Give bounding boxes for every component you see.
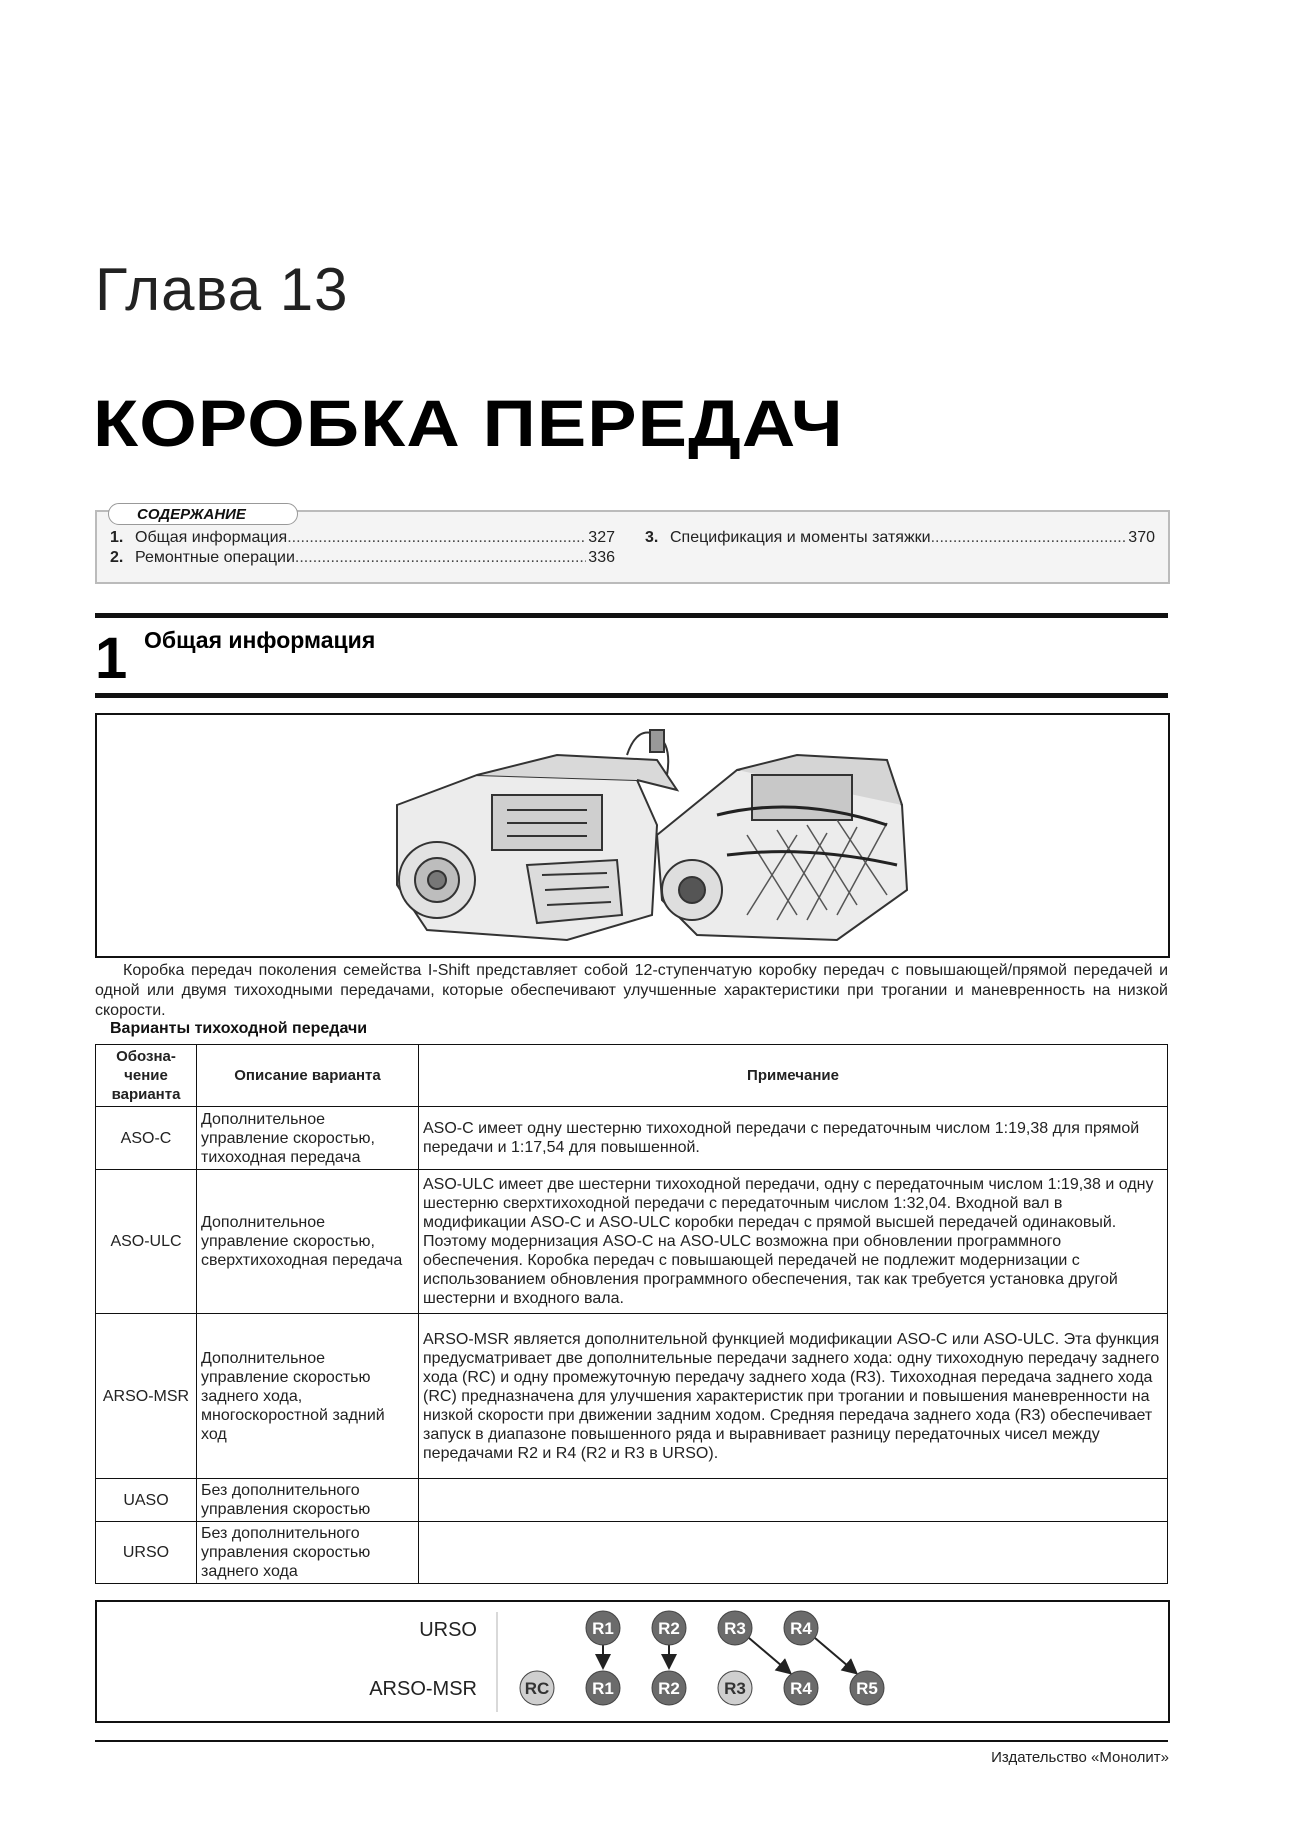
arrow-r4	[815, 1638, 855, 1672]
toc-dot-leader	[287, 529, 586, 547]
gear-label-rc: RC	[524, 1679, 550, 1698]
table-caption: Варианты тихоходной передачи	[110, 1020, 368, 1037]
variant-note: ASO-C имеет одну шестерню тихоходной передачи с передаточным числом 1:19,38 для прямой передачи и 1:17,54 для повышенной.	[419, 1107, 1168, 1170]
toc-dot-leader	[295, 549, 586, 567]
header-note: Примечание	[419, 1045, 1168, 1107]
gear-label-r2: R2	[658, 1679, 680, 1698]
header-code: Обозна-чение варианта	[96, 1045, 197, 1107]
gears-row-urso	[586, 1611, 818, 1645]
variant-code: ARSO-MSR	[96, 1314, 197, 1479]
toc-item[interactable]	[110, 549, 615, 567]
gear-label-r5: R5	[856, 1679, 878, 1698]
toc-item-label: Спецификация и моменты затяжки	[670, 529, 931, 546]
toc-dot-leader	[931, 529, 1127, 547]
gear-label-r2: R2	[658, 1619, 680, 1638]
toc-item-page: 336	[588, 549, 615, 566]
variant-note: ARSO-MSR является дополнительной функцией модификации ASO-C или ASO-ULC. Эта функция предусматривает две дополнительные передачи заднего хода: одну тихоходную передачу заднего хода (RC) и одну промежуточную передачу заднего хода (R3). Тихоходная передача заднего хода (RC) предназначена для улучшения характеристик при трогании и повышения маневренности на низкой скорости при движении задним ходом. Средняя передача заднего хода (R3) обеспечивает запуск в диапазоне повышенного ряда и выравнивает разницу передаточных чисел между передачами R2 и R4 (R2 и R3 в URSO).	[419, 1314, 1168, 1479]
gear-label-r1: R1	[592, 1619, 614, 1638]
variant-code: ASO-ULC	[96, 1170, 197, 1314]
variant-note: ASO-ULC имеет две шестерни тихоходной передачи, одну с передаточным числом 1:19,38 и одну шестерню сверхтихоходной передачи с передаточным числом 1:32,04. Входной вал в модификации ASO-C и ASO-ULC коробки передач с прямой высшей передачей одинаковый. Поэтому модернизация ASO-C на ASO-ULC возможна при обновлении программного обеспечения. Коробка передач с повышающей передачей не подлежит модернизации с использованием обновления программного обеспечения, так как требуется установка другой шестерни и входного вала.	[419, 1170, 1168, 1314]
gearbox-right	[657, 755, 907, 940]
table-row	[96, 1522, 1168, 1584]
toc-item-page: 327	[588, 529, 615, 546]
toc-item-label: Общая информация	[135, 529, 288, 546]
arrow-r3	[749, 1638, 789, 1672]
toc-heading: СОДЕРЖАНИЕ	[108, 503, 298, 525]
toc-item-label: Ремонтные операции	[135, 549, 295, 566]
variant-code: ASO-C	[96, 1107, 197, 1170]
variant-code: URSO	[96, 1522, 197, 1584]
gear-label-r4: R4	[790, 1679, 812, 1698]
section-title: Общая информация	[144, 627, 376, 653]
gear-label-r3: R3	[724, 1619, 746, 1638]
gear-label-r3: R3	[724, 1679, 746, 1698]
reverse-gear-diagram	[95, 1600, 1170, 1723]
variant-description: Дополнительное управление скоростью, сверхтихоходная передача	[197, 1170, 419, 1314]
toc-item-page: 370	[1128, 529, 1155, 546]
toc-item-number: 1.	[110, 529, 124, 546]
table-header-row	[96, 1045, 1168, 1107]
variant-code: UASO	[96, 1479, 197, 1522]
section-rule-top	[95, 613, 1168, 618]
variants-table	[95, 1044, 1168, 1584]
footer-publisher: Издательство «Монолит»	[991, 1749, 1169, 1766]
toc-item-number: 3.	[645, 529, 659, 546]
gear-diagram-svg	[97, 1602, 1168, 1721]
header-description: Описание варианта	[197, 1045, 419, 1107]
toc-item-number: 2.	[110, 549, 124, 566]
variant-note	[419, 1522, 1168, 1584]
variant-description: Дополнительное управление скоростью заднего хода, многоскоростной задний ход	[197, 1314, 419, 1479]
toc-item[interactable]	[110, 529, 615, 547]
toc-item[interactable]	[645, 529, 1155, 547]
gear-label-r4: R4	[790, 1619, 812, 1638]
variant-description: Дополнительное управление скоростью, тихоходная передача	[197, 1107, 419, 1170]
table-row	[96, 1170, 1168, 1314]
table-row	[96, 1479, 1168, 1522]
table-row	[96, 1314, 1168, 1479]
gears-row-arso-msr	[520, 1671, 884, 1705]
section-number: 1	[95, 626, 128, 691]
table-row	[96, 1107, 1168, 1170]
variant-description: Без дополнительного управления скоростью заднего хода	[197, 1522, 419, 1584]
gearbox-drawing	[97, 715, 1168, 956]
chapter-label: Глава 13	[95, 256, 349, 323]
gearbox-left	[397, 730, 677, 940]
intro-paragraph: Коробка передач поколения семейства I-Shift представляет собой 12-ступенчатую коробку передач с повышающей/прямой передачей и одной или двумя тихоходными передачами, которые обеспечивают улучшенные характеристики при трогании и маневренность на низкой скорости.	[95, 962, 1168, 1019]
gear-label-r1: R1	[592, 1679, 614, 1698]
diagram-label-urso: URSO	[419, 1619, 477, 1641]
diagram-label-arso-msr: ARSO-MSR	[369, 1678, 477, 1700]
variant-note	[419, 1479, 1168, 1522]
chapter-title: КОРОБКА ПЕРЕДАЧ	[93, 386, 844, 460]
variant-description: Без дополнительного управления скоростью	[197, 1479, 419, 1522]
gearbox-illustration	[95, 713, 1170, 958]
footer-rule	[95, 1740, 1168, 1742]
section-rule-bottom	[95, 693, 1168, 698]
